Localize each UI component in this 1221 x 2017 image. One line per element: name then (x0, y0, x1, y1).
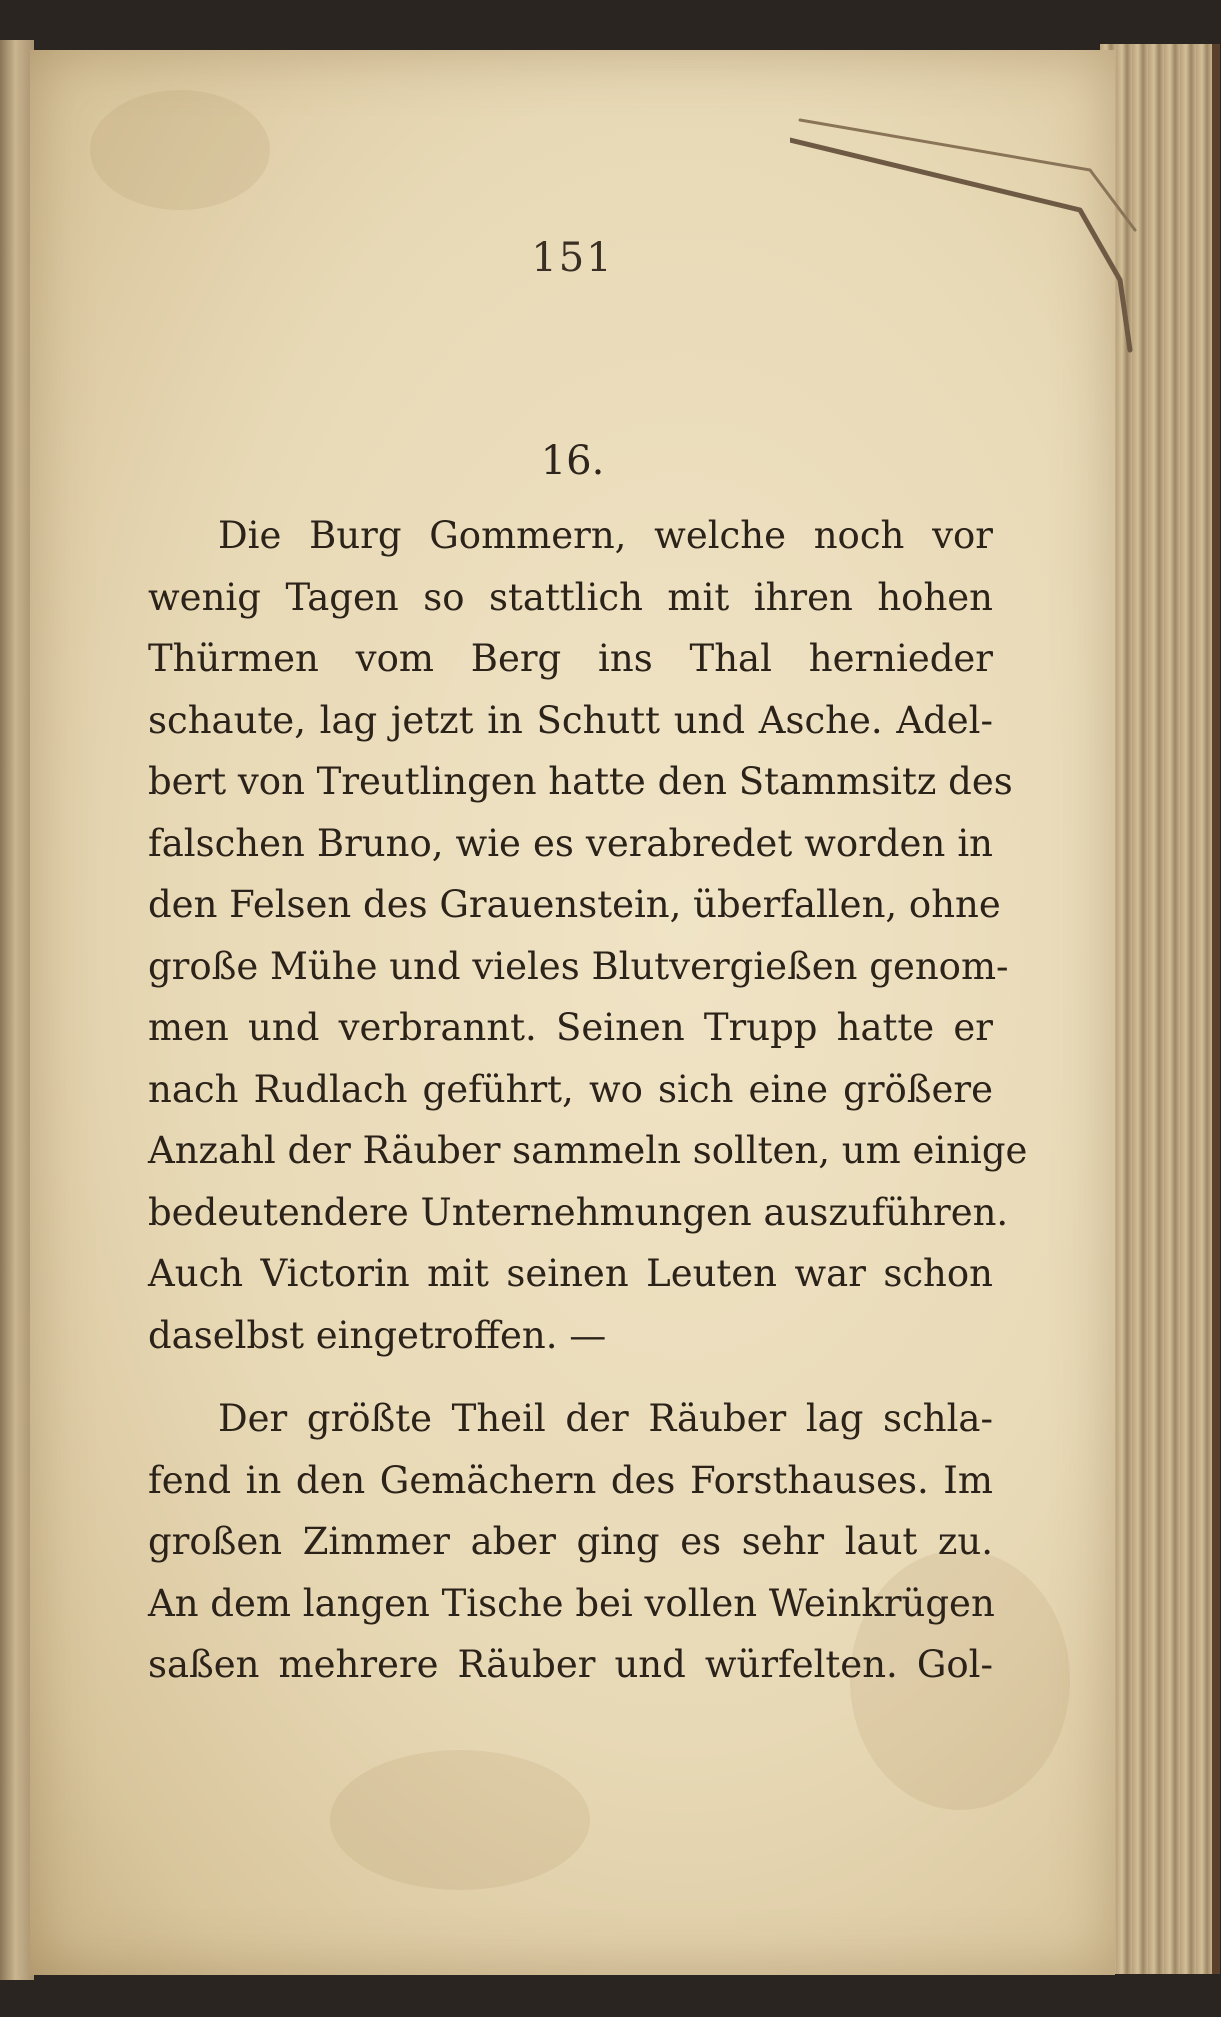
stain (330, 1750, 590, 1890)
text-line: große Mühe und vieles Blutvergießen genom- (148, 944, 1009, 988)
text-line: wenig Tagen so stattlich mit ihren hohen (148, 575, 993, 619)
text-line: bert von Treutlingen hatte den Stammsitz des (148, 760, 1013, 803)
text-line: den Felsen des Grauenstein, überfallen, ohne (148, 883, 1001, 926)
text-line: men und verbrannt. Seinen Trupp hatte er (148, 1006, 993, 1049)
book-page (30, 50, 1115, 1975)
text-line: Anzahl der Räuber sammeln sollten, um einige (148, 1129, 1028, 1172)
book-spine (0, 40, 34, 1980)
text-line: Thürmen vom Berg ins Thal hernieder (148, 637, 993, 680)
text-line: großen Zimmer aber ging es sehr laut zu. (148, 1520, 993, 1563)
text-line: An dem langen Tische bei vollen Weinkrügen (148, 1581, 995, 1625)
text-line: falschen Bruno, wie es verabredet worden in (148, 821, 993, 865)
page-number: 151 (531, 235, 614, 281)
text-line: daselbst eingetroffen. — (148, 1313, 607, 1357)
text-line: nach Rudlach geführt, wo sich eine größere (148, 1067, 993, 1111)
paragraph-1 (148, 505, 1028, 1366)
chapter-heading: 16. (540, 438, 605, 484)
text-line: schaute, lag jetzt in Schutt und Asche. Adel- (148, 698, 993, 742)
text-line: Der größte Theil der Räuber lag schla- (218, 1397, 993, 1440)
text-line: saßen mehrere Räuber und würfelten. Gol- (148, 1643, 993, 1686)
text-line: Die Burg Gommern, welche noch vor (218, 514, 993, 557)
stain (90, 90, 270, 210)
paragraph-2 (148, 1388, 993, 1696)
page-edges (1100, 44, 1220, 1974)
text-line: Auch Victorin mit seinen Leuten war schon (148, 1252, 993, 1295)
text-line: fend in den Gemächern des Forsthauses. Im (148, 1458, 993, 1502)
text-line: bedeutendere Unternehmungen auszuführen. (148, 1190, 1009, 1234)
